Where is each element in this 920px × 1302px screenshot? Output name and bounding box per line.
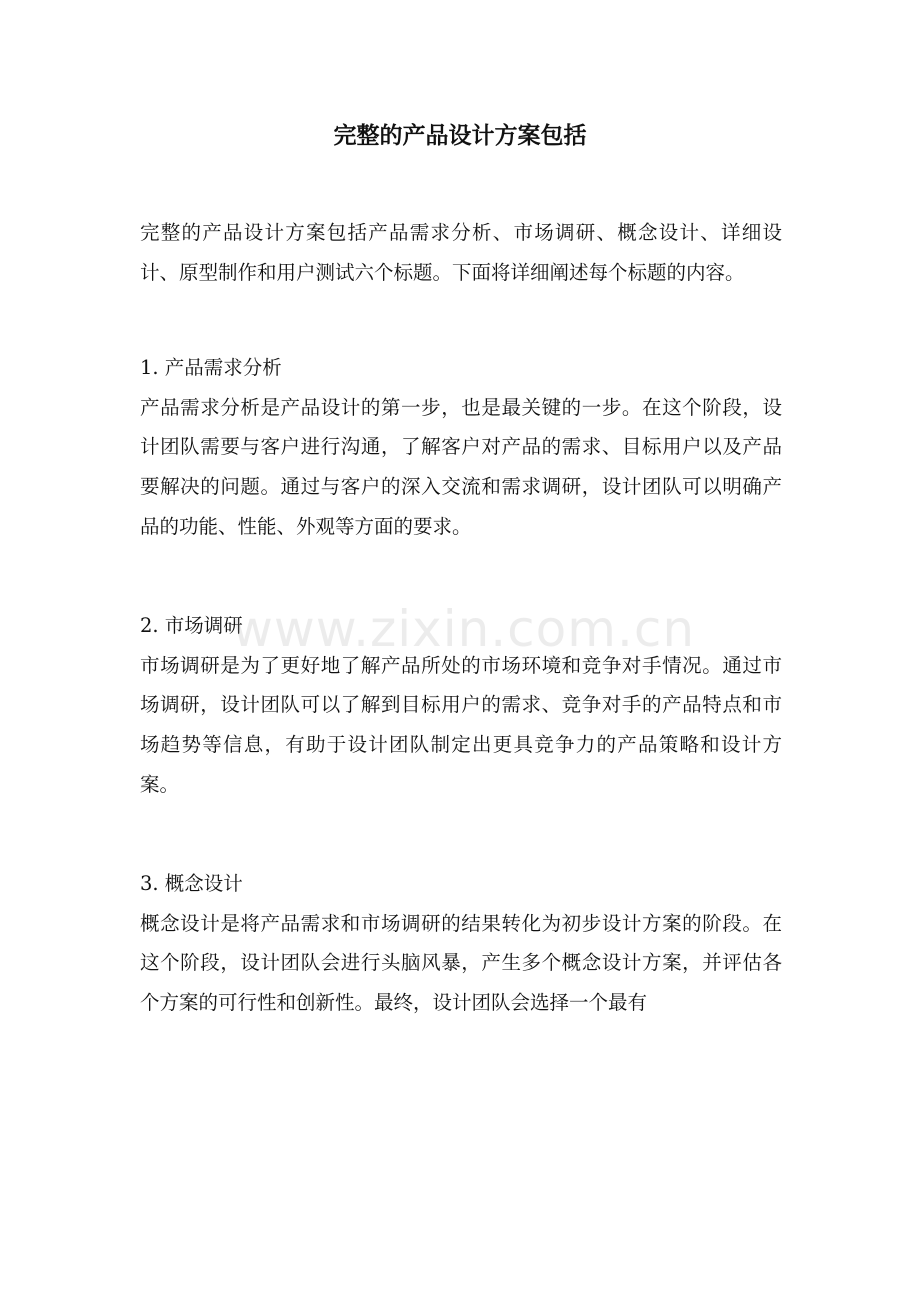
section-3 xyxy=(140,864,782,1022)
section-paragraph: 产品需求分析是产品设计的第一步，也是最关键的一步。在这个阶段，设计团队需要与客户进行沟通，了解客户对产品的需求、目标用户以及产品要解决的问题。通过与客户的深入交流和需求调研，设计团队可以明确产品的功能、性能、外观等方面的要求。 xyxy=(140,395,782,538)
section-1 xyxy=(140,348,782,546)
intro-paragraph: 完整的产品设计方案包括产品需求分析、市场调研、概念设计、详细设计、原型制作和用户测试六个标题。下面将详细阐述每个标题的内容。 xyxy=(140,221,782,284)
section-heading: 1. 产品需求分析 xyxy=(140,356,282,380)
watermark: www.zixin.com.cn xyxy=(232,600,696,658)
section-2 xyxy=(140,606,782,804)
section-heading: 2. 市场调研 xyxy=(140,614,243,638)
section-heading: 3. 概念设计 xyxy=(140,872,243,896)
section-paragraph: 市场调研是为了更好地了解产品所处的市场环境和竞争对手情况。通过市场调研，设计团队可以了解到目标用户的需求、竞争对手的产品特点和市场趋势等信息，有助于设计团队制定出更具竞争力的产品策略和设计方案。 xyxy=(140,653,782,796)
section-paragraph: 概念设计是将产品需求和市场调研的结果转化为初步设计方案的阶段。在这个阶段，设计团队会进行头脑风暴，产生多个概念设计方案，并评估各个方案的可行性和创新性。最终，设计团队会选择一个最有 xyxy=(140,911,782,1014)
document-title: 完整的产品设计方案包括 xyxy=(333,122,587,149)
document-body xyxy=(140,213,782,1023)
